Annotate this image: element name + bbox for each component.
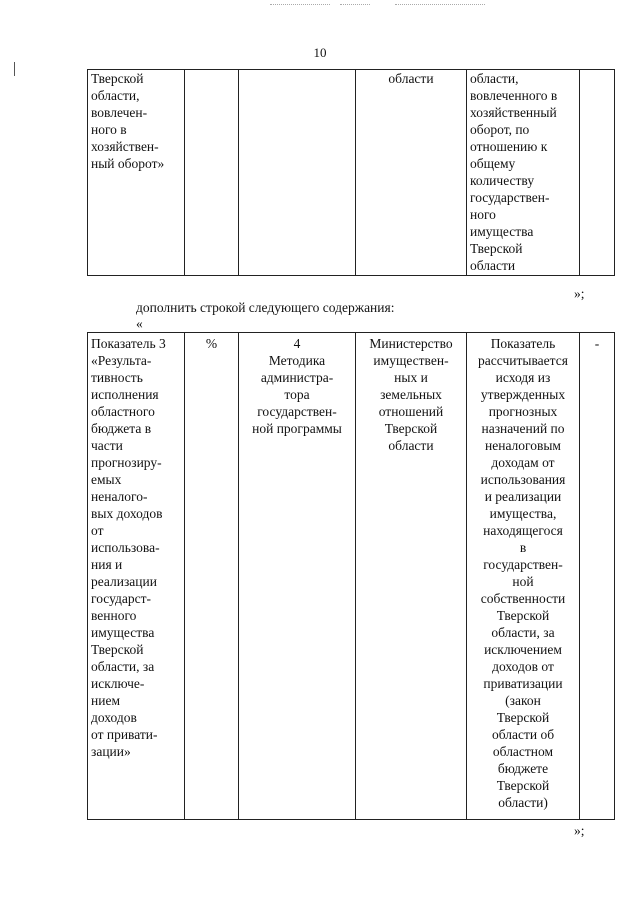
closing-quote: »; [574, 823, 585, 838]
description-cell: области, вовлеченного в хозяйственный оборот, по отношению к общему количеству государствен- ного имущества Тверской области [467, 70, 580, 276]
page-number: 10 [313, 45, 327, 60]
scan-artifact [340, 4, 370, 6]
extra-cell: - [580, 333, 615, 820]
unit-cell [185, 70, 239, 276]
method-cell: 4 Методика администра- тора государствен- ной программы [239, 333, 356, 820]
opening-quote: « [136, 316, 143, 331]
table-row [88, 333, 615, 820]
source-cell: Министерство имуществен- ных и земельных отношений Тверской области [356, 333, 467, 820]
unit-cell: % [185, 333, 239, 820]
description-cell: Показатель рассчитывается исходя из утвержденных прогнозных назначений по неналоговым доходам от использования и реализации имущества, находящегося в государствен- ной собственности Тверской области, за исключением доходов от приватизации (закон Тверской области об областном бюджете Тверской области) [467, 333, 580, 820]
table-continuation [87, 69, 615, 276]
method-cell [239, 70, 356, 276]
scan-artifact [395, 4, 485, 6]
indicator-name-cell: Тверской области, вовлечен- ного в хозяйствен- ный оборот» [88, 70, 185, 276]
source-cell: области [356, 70, 467, 276]
margin-mark [14, 62, 15, 76]
extra-cell [580, 70, 615, 276]
table-new-row [87, 332, 615, 820]
table-row [88, 70, 615, 276]
intro-text: дополнить строкой следующего содержания: [136, 300, 395, 315]
closing-quote: »; [574, 286, 585, 301]
scan-artifact [270, 4, 330, 6]
indicator-name-cell: Показатель 3 «Результа- тивность исполнения областного бюджета в части прогнозиру- емых неналого- вых доходов от использова- ния и реализации государст- венного имущества Тверской области, за исключе- нием доходов от привати- зации» [88, 333, 185, 820]
